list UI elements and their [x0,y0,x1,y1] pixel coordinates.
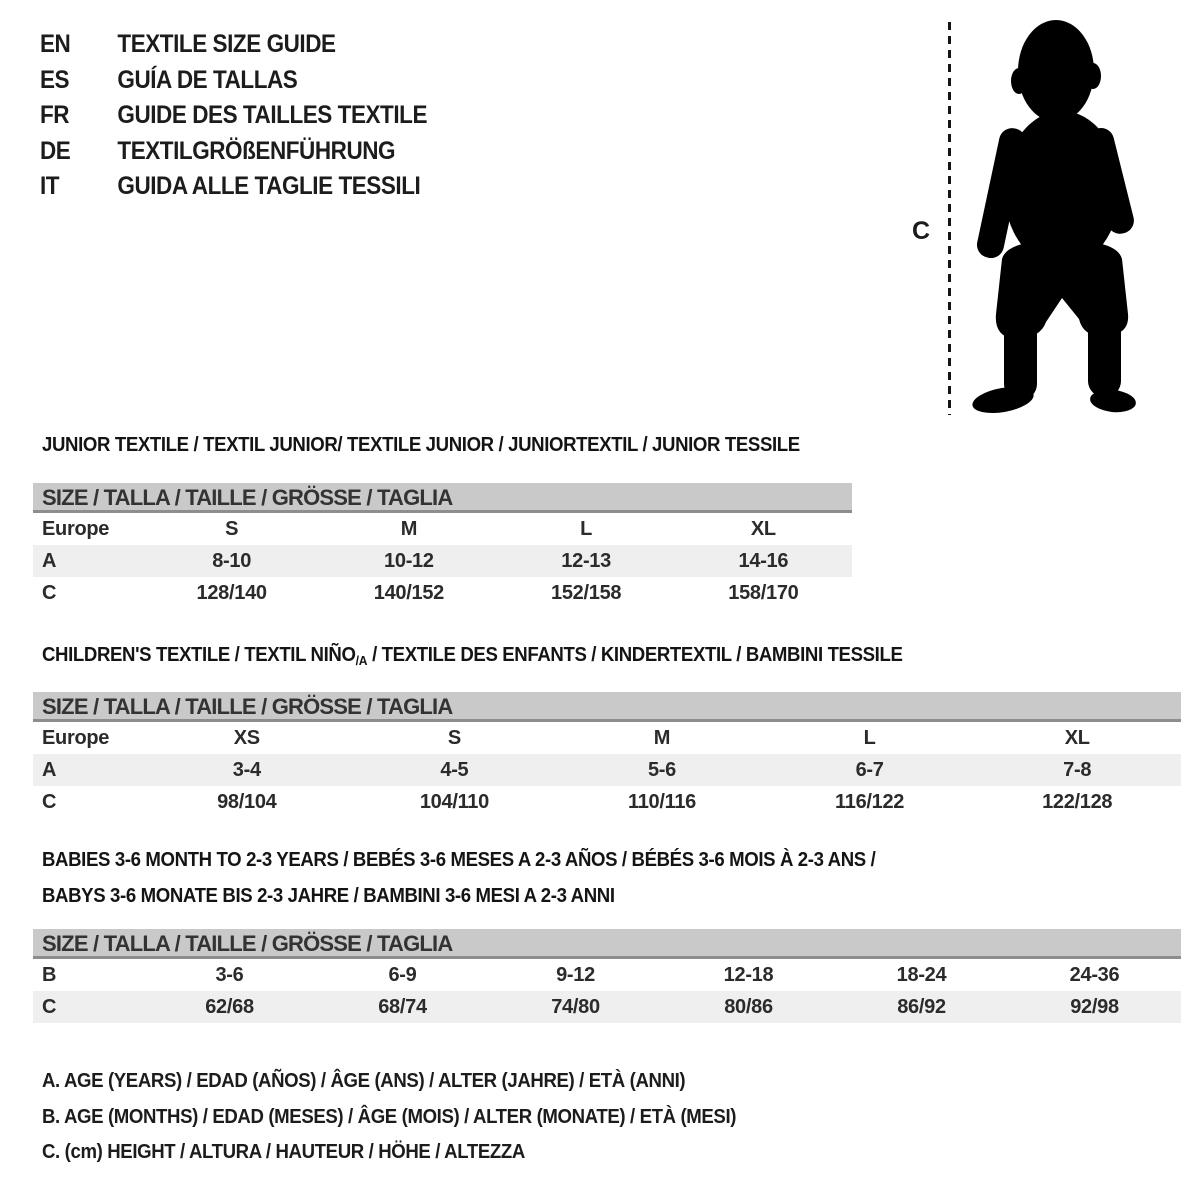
table-cell: 140/152 [373,581,444,604]
table-cell: 98/104 [217,790,277,813]
table-cell: 14-16 [738,549,789,572]
row-label: C [42,581,57,604]
table-cell: 152/158 [551,581,622,604]
table-cell: XL [750,517,776,540]
table-row-height [33,786,1181,818]
children-size-table [33,692,1181,818]
junior-section-title [42,434,800,457]
language-code: IT [40,172,60,201]
table-row-europe [33,513,852,545]
table-header: SIZE / TALLA / TAILLE / GRÖSSE / TAGLIA [33,929,1181,959]
row-label: B [42,963,57,986]
table-cell: M [400,517,418,540]
language-title: TEXTILGRÖßENFÜHRUNG [117,136,396,165]
table-cell: 104/110 [419,790,489,813]
children-title-subscript: /A [355,653,368,668]
table-cell: 158/170 [728,581,799,604]
children-section-title [42,644,902,668]
table-cell: 128/140 [196,581,267,604]
table-cell: 10-12 [384,549,434,572]
language-title: TEXTILE SIZE GUIDE [117,30,336,59]
footnote-age-years: A. AGE (YEARS) / EDAD (AÑOS) / ÂGE (ANS) / ALTER (JAHRE) / ETÀ (ANNI) [42,1070,686,1093]
language-title: GUÍA DE TALLAS [117,65,298,94]
toddler-silhouette-icon [962,14,1142,416]
footnote-list [42,1064,788,1171]
language-code: DE [40,136,71,165]
table-cell: 8-10 [212,549,252,572]
babies-section-title [42,843,875,914]
table-cell: 68/74 [378,995,427,1018]
table-row-europe [33,722,1181,754]
language-title: GUIDE DES TAILLES TEXTILE [117,101,428,130]
row-label: A [42,758,57,781]
language-code: FR [40,101,70,130]
table-cell: 122/128 [1042,790,1113,813]
language-code: ES [40,65,70,94]
language-code: EN [40,30,71,59]
table-cell: XS [233,726,260,749]
table-cell: 62/68 [205,995,254,1018]
table-cell: 92/98 [1070,995,1119,1018]
table-cell: 3-4 [232,758,261,781]
table-cell: L [580,517,593,540]
table-row-age [33,754,1181,786]
table-row-height [33,577,852,609]
height-measure-label: C [912,217,931,245]
table-cell: 5-6 [647,758,676,781]
junior-title-text: JUNIOR TEXTILE / TEXTIL JUNIOR/ TEXTILE JUNIOR / JUNIORTEXTIL / JUNIOR TESSILE [42,434,800,456]
babies-title-line1: BABIES 3-6 MONTH TO 2-3 YEARS / BEBÉS 3-6 MESES A 2-3 AÑOS / BÉBÉS 3-6 MOIS À 2-3 ANS / [42,849,876,871]
table-cell: 18-24 [896,963,947,986]
language-title: GUIDA ALLE TAGLIE TESSILI [117,172,421,201]
footnote-height: C. (cm) HEIGHT / ALTURA / HAUTEUR / HÖHE / ALTEZZA [42,1141,525,1164]
babies-size-table [33,929,1181,1023]
table-cell: 86/92 [897,995,946,1018]
language-row-es [40,63,427,99]
table-header: SIZE / TALLA / TAILLE / GRÖSSE / TAGLIA [33,692,1181,722]
language-row-fr [40,98,427,134]
row-label: A [42,549,57,572]
children-title-suffix: / TEXTILE DES ENFANTS / KINDERTEXTIL / BAMBINI TESSILE [367,644,903,666]
table-cell: 80/86 [724,995,773,1018]
language-row-en [40,27,427,63]
table-cell: 12-18 [723,963,774,986]
table-cell: S [225,517,239,540]
table-cell: 6-9 [388,963,417,986]
table-cell: 12-13 [561,549,611,572]
table-cell: 3-6 [215,963,244,986]
table-cell: 9-12 [556,963,595,986]
table-cell: 116/122 [835,790,905,813]
row-label: Europe [42,517,110,540]
table-cell: 6-7 [855,758,884,781]
table-header: SIZE / TALLA / TAILLE / GRÖSSE / TAGLIA [33,483,852,513]
table-row-age [33,545,852,577]
babies-title-line2: BABYS 3-6 MONATE BIS 2-3 JAHRE / BAMBINI 3-6 MESI A 2-3 ANNI [42,884,615,907]
row-label: C [42,995,57,1018]
row-label: Europe [42,726,110,749]
table-cell: L [863,726,876,749]
row-label: C [42,790,57,813]
language-title-list [40,27,470,205]
table-cell: 24-36 [1069,963,1120,986]
language-row-de [40,134,427,170]
children-title-prefix: CHILDREN'S TEXTILE / TEXTIL NIÑO [42,644,356,666]
height-measure-dashed-line [948,22,951,415]
table-cell: 7-8 [1063,758,1092,781]
table-cell: XL [1064,726,1090,749]
table-row-height [33,991,1181,1023]
table-cell: 110/116 [627,790,696,813]
junior-size-table [33,483,852,609]
table-row-months [33,959,1181,991]
table-cell: 74/80 [551,995,600,1018]
table-cell: S [447,726,461,749]
table-cell: 4-5 [440,758,469,781]
footnote-age-months: B. AGE (MONTHS) / EDAD (MESES) / ÂGE (MOIS) / ALTER (MONATE) / ETÀ (MESI) [42,1105,737,1128]
table-cell: M [653,726,671,749]
language-row-it [40,169,427,205]
